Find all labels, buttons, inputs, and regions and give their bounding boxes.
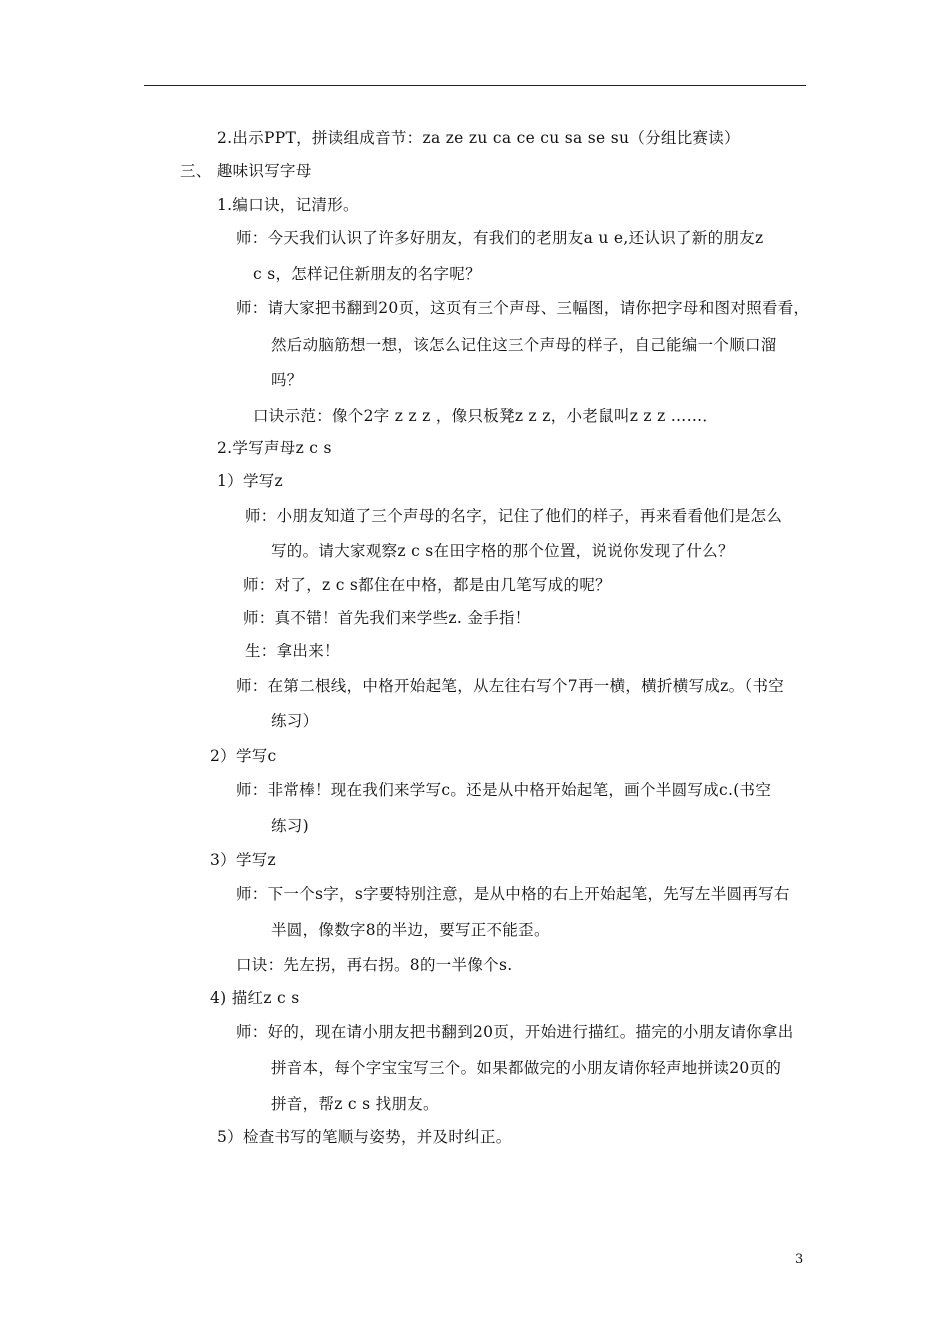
page-number: 3 — [795, 1252, 804, 1267]
header-rule — [144, 85, 806, 86]
text-line: 半圆，像数字8的半边，要写正不能歪。 — [271, 921, 550, 939]
text-line: 2.出示PPT，拼读组成音节：za ze zu ca ce cu sa se su（分组比赛读） — [217, 129, 740, 147]
text-line: 写的。请大家观察z c s在田字格的那个位置，说说你发现了什么？ — [271, 542, 734, 560]
subheading: 1）学写z — [217, 472, 284, 490]
text-line: 口诀示范：像个2字 z z z ，像只板凳z z z，小老鼠叫z z z ……． — [253, 407, 719, 425]
text-line: 吗？ — [271, 371, 303, 389]
section-heading: 三、 趣味识写字母 — [180, 162, 312, 180]
subheading: 2）学写c — [210, 747, 277, 765]
text-line: 师：今天我们认识了许多好朋友，有我们的老朋友a u e,还认识了新的朋友z — [236, 229, 764, 247]
text-line: 练习） — [271, 712, 319, 730]
text-line: 拼音，帮z c s 找朋友。 — [271, 1095, 439, 1113]
text-line: 师：请大家把书翻到20页，这页有三个声母、三幅图，请你把字母和图对照看看， — [236, 299, 810, 317]
text-line: 师：对了，z c s都住在中格，都是由几笔写成的呢？ — [243, 576, 611, 594]
text-line: 1.编口诀，记清形。 — [217, 196, 359, 214]
text-line: 师：非常棒！现在我们来学写c。还是从中格开始起笔，画个半圆写成c.(书空 — [236, 781, 772, 799]
text-line: 师：好的，现在请小朋友把书翻到20页，开始进行描红。描完的小朋友请你拿出 — [236, 1023, 794, 1041]
text-line: 拼音本，每个字宝宝写三个。如果都做完的小朋友请你轻声地拼读20页的 — [271, 1059, 782, 1077]
subheading: 3）学写z — [210, 851, 277, 869]
text-line: 练习) — [271, 817, 309, 835]
subheading: 2.学写声母z c s — [217, 439, 332, 457]
text-line: c s，怎样记住新朋友的名字呢？ — [253, 265, 481, 283]
text-line: 口诀：先左拐，再右拐。8的一半像个s. — [236, 956, 513, 974]
subheading: 5）检查书写的笔顺与姿势，并及时纠正。 — [217, 1128, 512, 1146]
text-line: 师：下一个s字，s字要特别注意，是从中格的右上开始起笔，先写左半圆再写右 — [236, 885, 790, 903]
text-line: 然后动脑筋想一想，该怎么记住这三个声母的样子，自己能编一个顺口溜 — [271, 336, 777, 354]
text-line: 师：在第二根线，中格开始起笔，从左往右写个7再一横，横折横写成z。（书空 — [236, 677, 785, 695]
subheading: 4) 描红z c s — [210, 989, 300, 1007]
text-line: 师：真不错！首先我们来学些z. 金手指！ — [243, 609, 531, 627]
text-line: 生：拿出来！ — [245, 642, 340, 660]
text-line: 师：小朋友知道了三个声母的名字，记住了他们的样子，再来看看他们是怎么 — [245, 507, 783, 525]
